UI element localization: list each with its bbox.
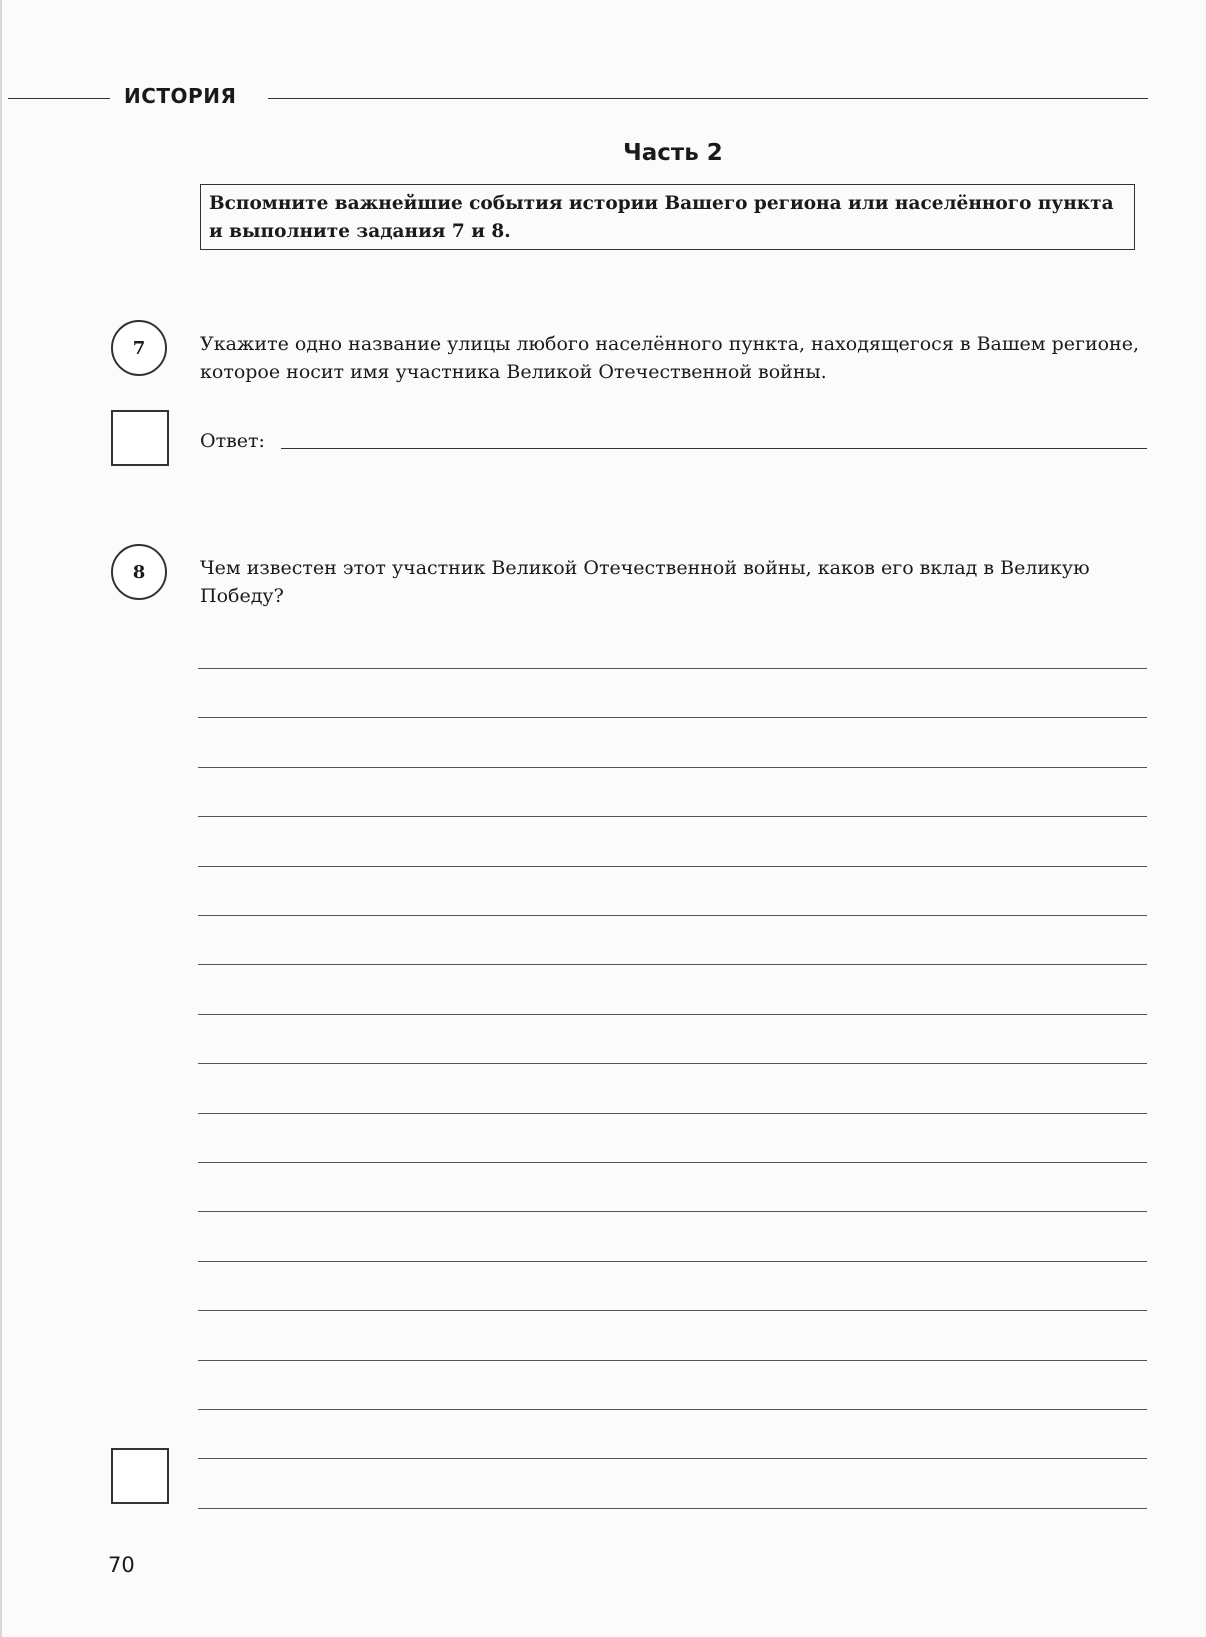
part-title: Часть 2: [623, 140, 723, 166]
subject-header: ИСТОРИЯ: [124, 84, 237, 108]
writing-line[interactable]: [198, 1162, 1147, 1163]
writing-line[interactable]: [198, 1261, 1147, 1262]
task-7-number: 7: [111, 320, 167, 376]
writing-line[interactable]: [198, 1113, 1147, 1114]
writing-line[interactable]: [198, 866, 1147, 867]
task-7-text: Укажите одно название улицы любого населённого пункта, находящегося в Вашем регионе, которое носит имя участника Великой Отечественной войны.: [200, 333, 1140, 383]
writing-line[interactable]: [198, 1063, 1147, 1064]
task-8-number: 8: [111, 544, 167, 600]
page-number: 70: [108, 1553, 135, 1577]
writing-line[interactable]: [198, 1458, 1147, 1459]
writing-line[interactable]: [198, 816, 1147, 817]
writing-line[interactable]: [198, 1014, 1147, 1015]
writing-line[interactable]: [198, 964, 1147, 965]
writing-line[interactable]: [198, 1310, 1147, 1311]
writing-line[interactable]: [198, 668, 1147, 669]
writing-line[interactable]: [198, 915, 1147, 916]
writing-line[interactable]: [198, 1508, 1147, 1509]
task-7-score-box[interactable]: [111, 410, 169, 466]
header-rule-right: [268, 98, 1148, 99]
writing-line[interactable]: [198, 767, 1147, 768]
header-rule-left: [8, 98, 110, 99]
writing-line[interactable]: [198, 717, 1147, 718]
task-8-score-box[interactable]: [111, 1448, 169, 1504]
page-edge: [0, 0, 2, 1637]
task-8-text: Чем известен этот участник Великой Отечественной войны, каков его вклад в Великую Победу?: [200, 557, 1090, 607]
writing-line[interactable]: [198, 1409, 1147, 1410]
task-7-answer-label: Ответ:: [200, 430, 265, 452]
writing-line[interactable]: [198, 1211, 1147, 1212]
writing-line[interactable]: [198, 1360, 1147, 1361]
task-7-answer-line[interactable]: [281, 448, 1147, 449]
instructions-box: Вспомните важнейшие события истории Вашего региона или населённого пункта и выполните задания 7 и 8.: [200, 184, 1135, 250]
